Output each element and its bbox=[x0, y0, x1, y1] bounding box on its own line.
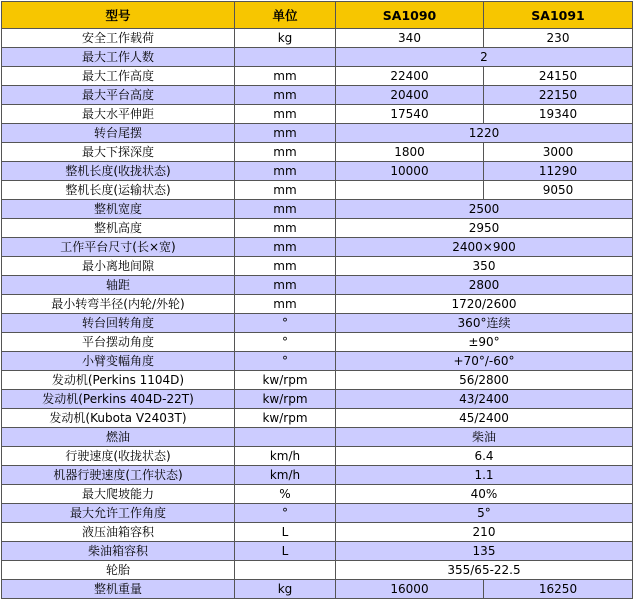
row-label: 发动机(Perkins 1104D) bbox=[2, 371, 235, 390]
row-unit: kw/rpm bbox=[235, 390, 336, 409]
row-unit: mm bbox=[235, 219, 336, 238]
table-row bbox=[2, 561, 633, 580]
table-row bbox=[2, 352, 633, 371]
row-label: 小臂变幅角度 bbox=[2, 352, 235, 371]
header-sa1091: SA1091 bbox=[484, 2, 633, 29]
row-label: 燃油 bbox=[2, 428, 235, 447]
table-row bbox=[2, 105, 633, 124]
row-unit: mm bbox=[235, 162, 336, 181]
row-label: 整机长度(收拢状态) bbox=[2, 162, 235, 181]
row-value-shared: 1.1 bbox=[336, 466, 633, 485]
row-unit: ° bbox=[235, 352, 336, 371]
row-unit: mm bbox=[235, 276, 336, 295]
row-value-shared: 柴油 bbox=[336, 428, 633, 447]
row-value-sa1090: 22400 bbox=[336, 67, 484, 86]
table-row bbox=[2, 466, 633, 485]
row-value-shared: 2500 bbox=[336, 200, 633, 219]
row-unit: mm bbox=[235, 105, 336, 124]
row-label: 行驶速度(收拢状态) bbox=[2, 447, 235, 466]
table-row bbox=[2, 124, 633, 143]
table-row bbox=[2, 409, 633, 428]
row-value-shared: 40% bbox=[336, 485, 633, 504]
row-label: 最大平台高度 bbox=[2, 86, 235, 105]
table-row bbox=[2, 314, 633, 333]
row-unit: kg bbox=[235, 580, 336, 599]
row-unit: mm bbox=[235, 257, 336, 276]
row-value-sa1090: 340 bbox=[336, 29, 484, 48]
row-label: 最小离地间隙 bbox=[2, 257, 235, 276]
table-row bbox=[2, 67, 633, 86]
table-row bbox=[2, 257, 633, 276]
row-value-shared: 1220 bbox=[336, 124, 633, 143]
row-value-shared: 2950 bbox=[336, 219, 633, 238]
row-unit: ° bbox=[235, 333, 336, 352]
table-row bbox=[2, 371, 633, 390]
row-unit: kw/rpm bbox=[235, 409, 336, 428]
row-label: 最大工作高度 bbox=[2, 67, 235, 86]
row-unit bbox=[235, 428, 336, 447]
table-row bbox=[2, 447, 633, 466]
row-value-sa1091: 24150 bbox=[484, 67, 633, 86]
row-value-shared: +70°/-60° bbox=[336, 352, 633, 371]
spec-table bbox=[1, 1, 633, 599]
row-label: 整机重量 bbox=[2, 580, 235, 599]
row-label: 液压油箱容积 bbox=[2, 523, 235, 542]
row-value-sa1090: 10000 bbox=[336, 162, 484, 181]
row-label: 轮胎 bbox=[2, 561, 235, 580]
row-unit: kw/rpm bbox=[235, 371, 336, 390]
row-unit: km/h bbox=[235, 466, 336, 485]
row-value-shared: 45/2400 bbox=[336, 409, 633, 428]
row-label: 最大爬坡能力 bbox=[2, 485, 235, 504]
row-label: 最大允许工作角度 bbox=[2, 504, 235, 523]
row-label: 工作平台尺寸(长×宽) bbox=[2, 238, 235, 257]
row-value-shared: 210 bbox=[336, 523, 633, 542]
row-label: 整机长度(运输状态) bbox=[2, 181, 235, 200]
row-value-shared: 355/65-22.5 bbox=[336, 561, 633, 580]
row-value-shared: 2 bbox=[336, 48, 633, 67]
row-value-shared: 56/2800 bbox=[336, 371, 633, 390]
row-unit: mm bbox=[235, 124, 336, 143]
header-model: 型号 bbox=[2, 2, 235, 29]
row-value-shared: 5° bbox=[336, 504, 633, 523]
table-row bbox=[2, 143, 633, 162]
row-unit: mm bbox=[235, 181, 336, 200]
row-value-sa1091: 230 bbox=[484, 29, 633, 48]
row-value-sa1091: 3000 bbox=[484, 143, 633, 162]
row-unit: L bbox=[235, 523, 336, 542]
row-value-shared: 135 bbox=[336, 542, 633, 561]
row-value-sa1090: 16000 bbox=[336, 580, 484, 599]
row-label: 平台摆动角度 bbox=[2, 333, 235, 352]
row-unit: mm bbox=[235, 238, 336, 257]
table-row bbox=[2, 29, 633, 48]
row-unit: ° bbox=[235, 504, 336, 523]
row-label: 最大水平伸距 bbox=[2, 105, 235, 124]
row-unit: km/h bbox=[235, 447, 336, 466]
row-label: 机器行驶速度(工作状态) bbox=[2, 466, 235, 485]
row-unit: mm bbox=[235, 143, 336, 162]
header-unit: 单位 bbox=[235, 2, 336, 29]
row-label: 转台回转角度 bbox=[2, 314, 235, 333]
row-value-sa1090 bbox=[336, 181, 484, 200]
row-unit: kg bbox=[235, 29, 336, 48]
row-value-shared: 350 bbox=[336, 257, 633, 276]
table-row bbox=[2, 580, 633, 599]
row-value-shared: ±90° bbox=[336, 333, 633, 352]
row-unit: % bbox=[235, 485, 336, 504]
table-row bbox=[2, 276, 633, 295]
row-label: 安全工作载荷 bbox=[2, 29, 235, 48]
row-value-sa1091: 22150 bbox=[484, 86, 633, 105]
table-row bbox=[2, 542, 633, 561]
row-label: 整机宽度 bbox=[2, 200, 235, 219]
row-unit: L bbox=[235, 542, 336, 561]
row-value-sa1090: 1800 bbox=[336, 143, 484, 162]
row-unit: mm bbox=[235, 200, 336, 219]
row-label: 柴油箱容积 bbox=[2, 542, 235, 561]
table-row bbox=[2, 162, 633, 181]
table-row bbox=[2, 219, 633, 238]
table-row bbox=[2, 390, 633, 409]
row-value-sa1090: 20400 bbox=[336, 86, 484, 105]
row-label: 整机高度 bbox=[2, 219, 235, 238]
table-row bbox=[2, 238, 633, 257]
header-sa1090: SA1090 bbox=[336, 2, 484, 29]
table-row bbox=[2, 523, 633, 542]
row-unit: mm bbox=[235, 67, 336, 86]
table-row bbox=[2, 428, 633, 447]
row-value-shared: 6.4 bbox=[336, 447, 633, 466]
table-row bbox=[2, 295, 633, 314]
row-label: 转台尾摆 bbox=[2, 124, 235, 143]
row-unit: ° bbox=[235, 314, 336, 333]
table-row bbox=[2, 86, 633, 105]
row-value-sa1091: 16250 bbox=[484, 580, 633, 599]
row-unit bbox=[235, 48, 336, 67]
row-value-shared: 2800 bbox=[336, 276, 633, 295]
row-value-sa1091: 11290 bbox=[484, 162, 633, 181]
table-row bbox=[2, 200, 633, 219]
row-value-shared: 43/2400 bbox=[336, 390, 633, 409]
row-label: 最小转弯半径(内轮/外轮) bbox=[2, 295, 235, 314]
row-label: 发动机(Perkins 404D-22T) bbox=[2, 390, 235, 409]
row-value-sa1090: 17540 bbox=[336, 105, 484, 124]
header-row bbox=[2, 2, 633, 29]
row-value-shared: 1720/2600 bbox=[336, 295, 633, 314]
table-row bbox=[2, 504, 633, 523]
table-row bbox=[2, 48, 633, 67]
row-label: 最大下探深度 bbox=[2, 143, 235, 162]
row-value-shared: 2400×900 bbox=[336, 238, 633, 257]
table-row bbox=[2, 333, 633, 352]
row-unit: mm bbox=[235, 86, 336, 105]
row-value-sa1091: 9050 bbox=[484, 181, 633, 200]
row-unit bbox=[235, 561, 336, 580]
table-row bbox=[2, 485, 633, 504]
row-label: 最大工作人数 bbox=[2, 48, 235, 67]
row-label: 轴距 bbox=[2, 276, 235, 295]
row-label: 发动机(Kubota V2403T) bbox=[2, 409, 235, 428]
table-row bbox=[2, 181, 633, 200]
row-value-sa1091: 19340 bbox=[484, 105, 633, 124]
row-value-shared: 360°连续 bbox=[336, 314, 633, 333]
row-unit: mm bbox=[235, 295, 336, 314]
